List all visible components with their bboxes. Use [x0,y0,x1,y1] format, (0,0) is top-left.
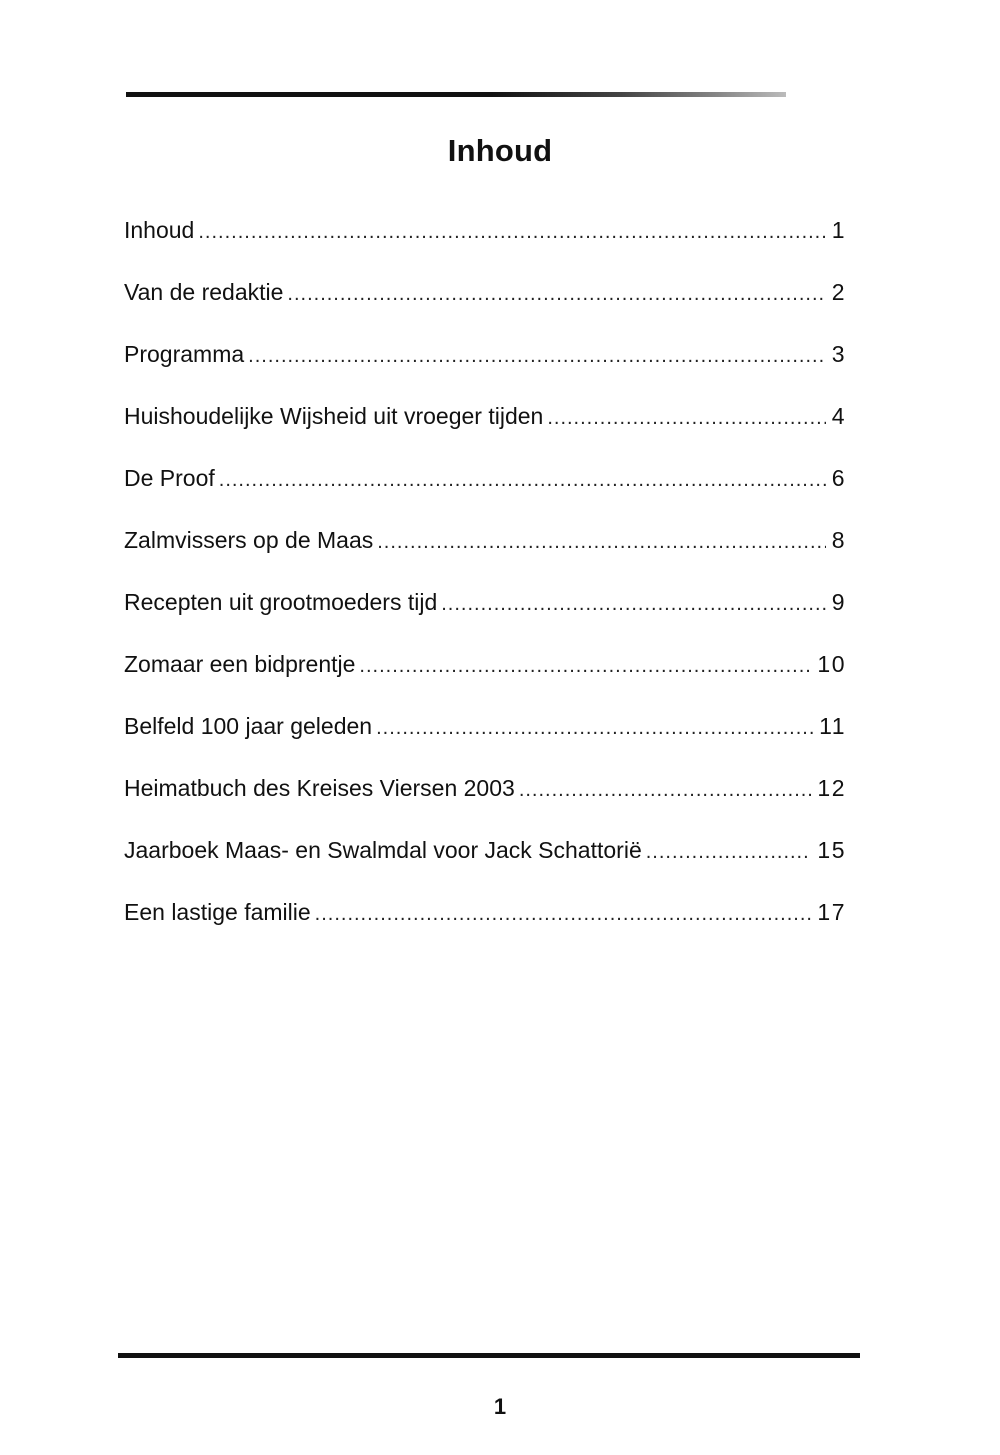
dot-leader [646,834,812,870]
toc-entry[interactable] [124,832,846,894]
toc-entry-page: 12 [817,775,846,801]
toc-entry[interactable] [124,708,846,770]
toc-entry-title: Jaarboek Maas- en Swalmdal voor Jack Schattorië [124,837,642,863]
toc-entry-title: Zomaar een bidprentje [124,651,356,677]
toc-entry[interactable] [124,212,846,274]
table-of-contents [124,212,846,956]
toc-entry-page: 3 [831,341,846,367]
dot-leader [198,214,825,250]
toc-entry-title: Programma [124,341,245,367]
toc-entry-page: 4 [831,403,846,429]
toc-entry-page: 6 [831,465,846,491]
toc-entry-title: Belfeld 100 jaar geleden [124,713,373,739]
toc-entry[interactable] [124,522,846,584]
toc-entry-title: De Proof [124,465,215,491]
top-rule [126,92,786,97]
toc-entry[interactable] [124,460,846,522]
dot-leader [219,462,826,498]
toc-entry[interactable] [124,584,846,646]
dot-leader [547,400,825,436]
bottom-rule [118,1353,860,1358]
page-number: 1 [493,1394,507,1419]
toc-entry-title: Huishoudelijke Wijsheid uit vroeger tijden [124,403,544,429]
toc-entry[interactable] [124,894,846,956]
toc-entry[interactable] [124,646,846,708]
toc-entry-page: 1 [831,217,846,243]
dot-leader [376,710,813,746]
toc-entry-page: 9 [831,589,846,615]
toc-entry[interactable] [124,398,846,460]
dot-leader [519,772,812,808]
toc-entry-page: 17 [817,899,846,925]
dot-leader [248,338,826,374]
toc-entry-title: Van de redaktie [124,279,284,305]
toc-entry[interactable] [124,770,846,832]
toc-entry-page: 11 [819,713,846,739]
page-title: Inhoud [447,132,553,168]
toc-entry[interactable] [124,336,846,398]
dot-leader [441,586,825,622]
dot-leader [315,896,812,932]
toc-entry-page: 10 [817,651,846,677]
toc-entry-title: Inhoud [124,217,195,243]
toc-entry-page: 2 [831,279,846,305]
toc-entry-page: 15 [817,837,846,863]
dot-leader [377,524,825,560]
toc-entry-title: Heimatbuch des Kreises Viersen 2003 [124,775,515,801]
toc-entry-title: Een lastige familie [124,899,311,925]
toc-entry-title: Zalmvissers op de Maas [124,527,374,553]
toc-entry-title: Recepten uit grootmoeders tijd [124,589,438,615]
toc-entry-page: 8 [831,527,846,553]
toc-entry[interactable] [124,274,846,336]
dot-leader [287,276,825,312]
dot-leader [359,648,811,684]
